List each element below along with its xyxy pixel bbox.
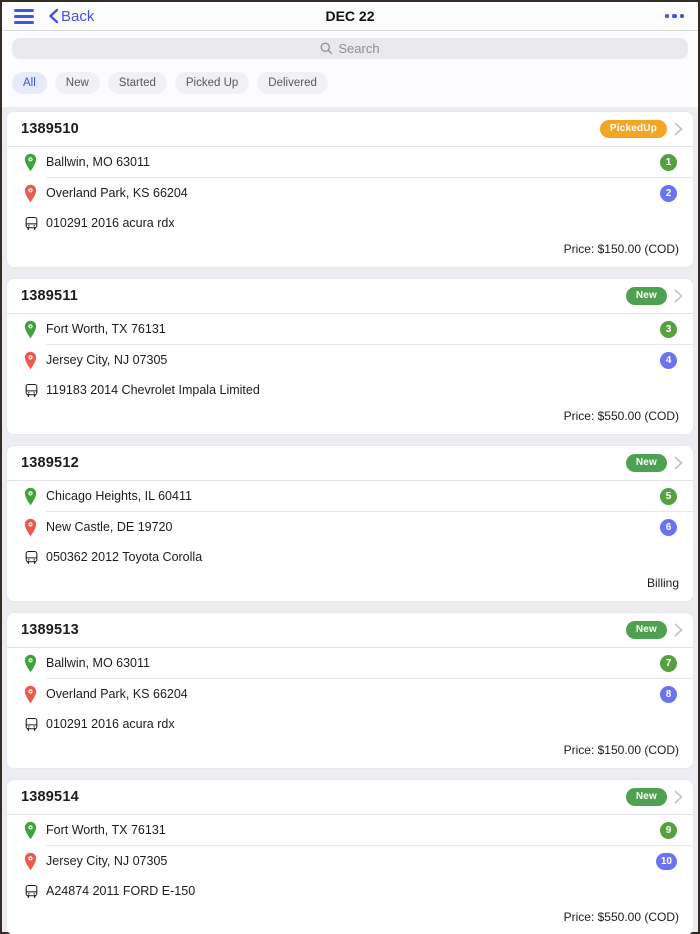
pickup-address: Chicago Heights, IL 60411 <box>46 489 192 503</box>
price-text: Price: $550.00 (COD) <box>563 409 679 423</box>
order-card-header <box>7 780 693 815</box>
delivery-pin-icon <box>23 184 46 203</box>
filter-chip-picked-up[interactable]: Picked Up <box>175 72 249 94</box>
pickup-row <box>7 648 693 678</box>
order-card[interactable] <box>7 780 693 934</box>
pickup-address: Fort Worth, TX 76131 <box>46 322 166 336</box>
delivery-row <box>7 178 693 208</box>
pickup-row <box>7 147 693 177</box>
pickup-count-badge: 1 <box>660 154 677 171</box>
order-card[interactable] <box>7 613 693 768</box>
order-card-footer <box>7 739 693 768</box>
delivery-count-badge: 4 <box>660 352 677 369</box>
back-label: Back <box>61 7 95 25</box>
car-icon <box>23 382 46 399</box>
filter-chip-all[interactable]: All <box>12 72 47 94</box>
vehicle-row <box>7 709 693 739</box>
order-card-header <box>7 279 693 314</box>
pickup-pin-icon <box>23 821 46 840</box>
search-placeholder: Search <box>338 41 380 56</box>
order-card-footer <box>7 572 693 601</box>
pickup-count-badge: 3 <box>660 321 677 338</box>
nav-bar <box>2 2 698 31</box>
vehicle-row <box>7 375 693 405</box>
price-text: Price: $550.00 (COD) <box>563 910 679 924</box>
order-card-header <box>7 613 693 648</box>
filter-chip-new[interactable]: New <box>55 72 100 94</box>
delivery-count-badge: 10 <box>656 853 677 870</box>
order-id: 1389512 <box>21 455 79 471</box>
price-text: Price: $150.00 (COD) <box>563 242 679 256</box>
status-badge: New <box>626 454 667 472</box>
delivery-address: New Castle, DE 19720 <box>46 520 173 534</box>
filter-chip-started[interactable]: Started <box>108 72 167 94</box>
delivery-row <box>7 846 693 876</box>
delivery-count-badge: 8 <box>660 686 677 703</box>
status-badge: New <box>626 621 667 639</box>
chevron-right-icon <box>674 122 683 136</box>
delivery-pin-icon <box>23 685 46 704</box>
chevron-left-icon <box>48 8 59 24</box>
pickup-address: Ballwin, MO 63011 <box>46 656 150 670</box>
order-id: 1389514 <box>21 789 79 805</box>
order-list <box>2 107 698 934</box>
order-id: 1389510 <box>21 121 79 137</box>
status-badge: PickedUp <box>600 120 667 138</box>
vehicle-row <box>7 208 693 238</box>
pickup-address: Fort Worth, TX 76131 <box>46 823 166 837</box>
menu-icon[interactable] <box>14 7 34 26</box>
order-id: 1389511 <box>21 288 79 304</box>
chevron-right-icon <box>674 456 683 470</box>
vehicle-description: 010291 2016 acura rdx <box>46 216 175 230</box>
pickup-row <box>7 481 693 511</box>
pickup-count-badge: 9 <box>660 822 677 839</box>
back-button[interactable] <box>48 8 94 25</box>
order-card-header <box>7 446 693 481</box>
filter-chips <box>2 65 698 107</box>
delivery-row <box>7 679 693 709</box>
vehicle-row <box>7 542 693 572</box>
delivery-address: Jersey City, NJ 07305 <box>46 353 168 367</box>
price-text: Billing <box>646 576 679 590</box>
order-id: 1389513 <box>21 622 79 638</box>
chevron-right-icon <box>674 790 683 804</box>
order-card[interactable] <box>7 112 693 267</box>
vehicle-row <box>7 876 693 906</box>
car-icon <box>23 215 46 232</box>
delivery-address: Overland Park, KS 66204 <box>46 687 188 701</box>
car-icon <box>23 716 46 733</box>
chevron-right-icon <box>674 289 683 303</box>
delivery-pin-icon <box>23 852 46 871</box>
delivery-row <box>7 512 693 542</box>
price-text: Price: $150.00 (COD) <box>563 743 679 757</box>
car-icon <box>23 549 46 566</box>
more-options-icon[interactable] <box>663 10 687 23</box>
order-card-footer <box>7 405 693 434</box>
status-badge: New <box>626 788 667 806</box>
search-section <box>2 31 698 65</box>
pickup-address: Ballwin, MO 63011 <box>46 155 150 169</box>
vehicle-description: 119183 2014 Chevrolet Impala Limited <box>46 383 260 397</box>
pickup-pin-icon <box>23 320 46 339</box>
page-title: DEC 22 <box>325 8 375 24</box>
delivery-address: Jersey City, NJ 07305 <box>46 854 168 868</box>
order-card-footer <box>7 238 693 267</box>
delivery-count-badge: 6 <box>660 519 677 536</box>
search-icon <box>320 42 333 55</box>
search-input[interactable] <box>12 38 688 59</box>
order-card[interactable] <box>7 279 693 434</box>
pickup-pin-icon <box>23 153 46 172</box>
pickup-pin-icon <box>23 487 46 506</box>
pickup-count-badge: 5 <box>660 488 677 505</box>
vehicle-description: 010291 2016 acura rdx <box>46 717 175 731</box>
vehicle-description: 050362 2012 Toyota Corolla <box>46 550 203 564</box>
delivery-row <box>7 345 693 375</box>
chevron-right-icon <box>674 623 683 637</box>
pickup-pin-icon <box>23 654 46 673</box>
delivery-pin-icon <box>23 351 46 370</box>
delivery-address: Overland Park, KS 66204 <box>46 186 188 200</box>
order-card[interactable] <box>7 446 693 601</box>
order-card-header <box>7 112 693 147</box>
car-icon <box>23 883 46 900</box>
vehicle-description: A24874 2011 FORD E-150 <box>46 884 196 898</box>
filter-chip-delivered[interactable]: Delivered <box>257 72 328 94</box>
pickup-count-badge: 7 <box>660 655 677 672</box>
delivery-count-badge: 2 <box>660 185 677 202</box>
pickup-row <box>7 314 693 344</box>
order-card-footer <box>7 906 693 934</box>
delivery-pin-icon <box>23 518 46 537</box>
pickup-row <box>7 815 693 845</box>
status-badge: New <box>626 287 667 305</box>
